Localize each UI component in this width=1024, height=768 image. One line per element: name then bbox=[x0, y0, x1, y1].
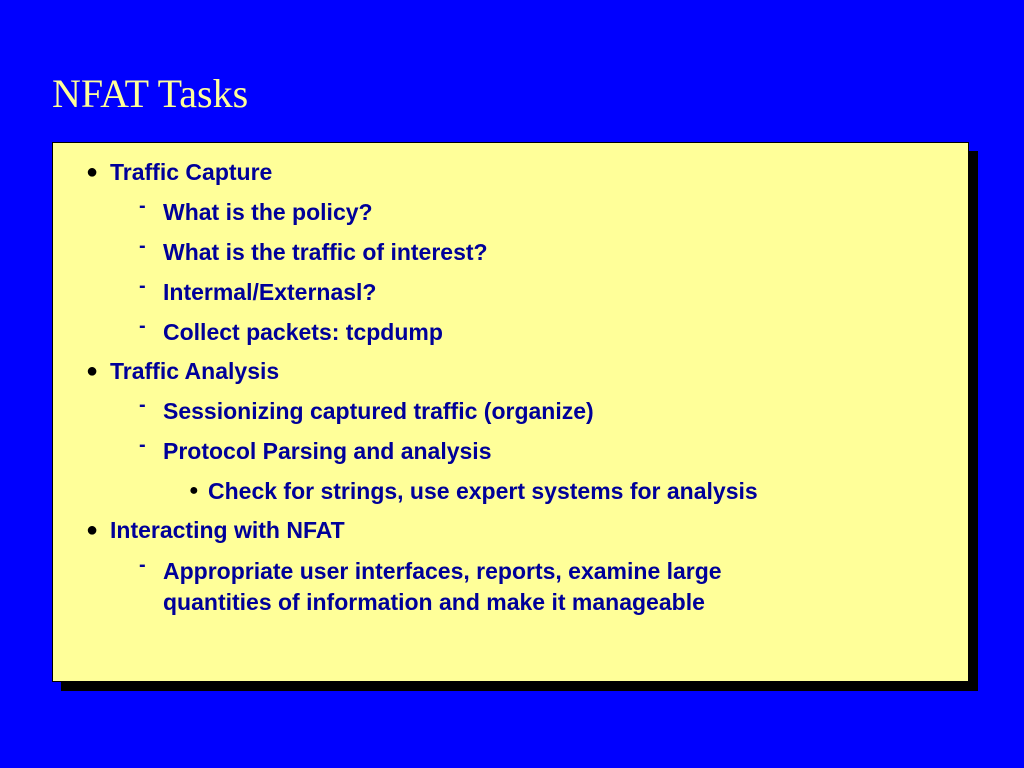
dash-icon: - bbox=[139, 315, 146, 337]
section-heading-traffic-analysis: Traffic Analysis bbox=[110, 358, 280, 384]
item-sessionizing: Sessionizing captured traffic (organize) bbox=[163, 398, 594, 424]
bullet-icon: ● bbox=[86, 519, 99, 541]
item-traffic-of-interest: What is the traffic of interest? bbox=[163, 239, 488, 265]
dash-icon: - bbox=[139, 434, 146, 456]
section-heading-interacting: Interacting with NFAT bbox=[110, 517, 345, 543]
content-panel bbox=[52, 142, 969, 682]
item-collect-packets: Collect packets: tcpdump bbox=[163, 319, 443, 345]
item-appropriate-ui-continued: quantities of information and make it manageable bbox=[163, 589, 705, 615]
dash-icon: - bbox=[139, 235, 146, 257]
bullet-icon: ● bbox=[189, 482, 199, 499]
item-protocol-parsing: Protocol Parsing and analysis bbox=[163, 438, 492, 464]
section-heading-traffic-capture: Traffic Capture bbox=[110, 159, 273, 185]
dash-icon: - bbox=[139, 195, 146, 217]
slide-title: NFAT Tasks bbox=[52, 71, 249, 116]
bullet-icon: ● bbox=[86, 161, 99, 183]
dash-icon: - bbox=[139, 554, 146, 576]
bullet-icon: ● bbox=[86, 360, 99, 382]
item-internal-external: Intermal/Externasl? bbox=[163, 279, 377, 305]
dash-icon: - bbox=[139, 394, 146, 416]
dash-icon: - bbox=[139, 275, 146, 297]
subitem-check-strings: Check for strings, use expert systems for analysis bbox=[208, 478, 758, 504]
item-policy: What is the policy? bbox=[163, 199, 373, 225]
item-appropriate-ui: Appropriate user interfaces, reports, examine large bbox=[163, 558, 722, 584]
